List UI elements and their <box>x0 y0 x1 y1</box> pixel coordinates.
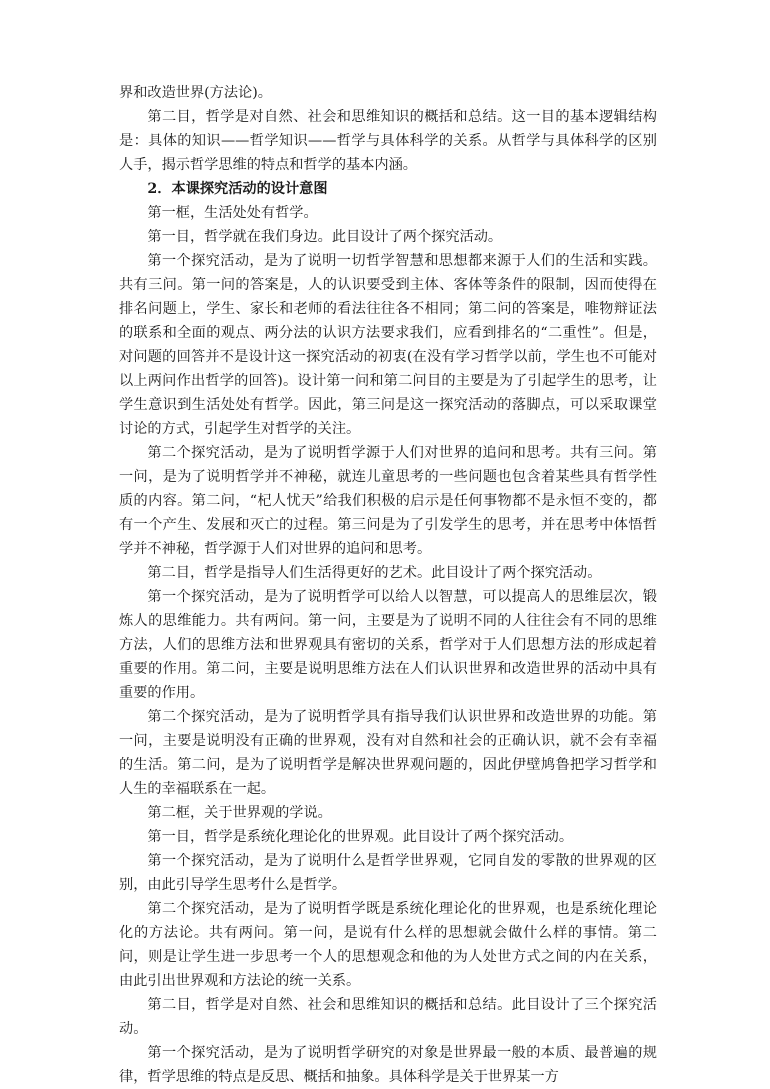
paragraph-15: 第二目，哲学是对自然、社会和思维知识的概括和总结。此目设计了三个探究活动。 <box>119 997 657 1037</box>
paragraph-4: 第一框，生活处处有哲学。 <box>147 205 318 221</box>
paragraph-10: 第二个探究活动，是为了说明哲学具有指导我们认识世界和改造世界的功能。第一问，主要是说明没有正确的世界观，没有对自然和社会的正确认识，就不会有幸福的生活。第二问，是为了说明哲学是解决世界观问题的，因此伊壁鸠鲁把学习哲学和人生的幸福联系在一起。 <box>119 709 657 797</box>
paragraph-8: 第二目，哲学是指导人们生活得更好的艺术。此目设计了两个探究活动。 <box>147 565 602 581</box>
paragraph-13: 第一个探究活动，是为了说明什么是哲学世界观，它同自发的零散的世界观的区别，由此引导学生思考什么是哲学。 <box>119 853 657 893</box>
document-body <box>119 81 657 1089</box>
paragraph-9: 第一个探究活动，是为了说明哲学可以给人以智慧，可以提高人的思维层次，锻炼人的思维能力。共有两问。第一问，主要是为了说明不同的人往往会有不同的思维方法，人们的思维方法和世界观具有密切的关系，哲学对于人们思想方法的形成起着重要的作用。第二问，主要是说明思维方法在人们认识世界和改造世界的活动中具有重要的作用。 <box>119 589 657 701</box>
paragraph-11: 第二框，关于世界观的学说。 <box>147 805 332 821</box>
paragraph-6: 第一个探究活动，是为了说明一切哲学智慧和思想都来源于人们的生活和实践。共有三问。第一问的答案是，人的认识要受到主体、客体等条件的限制，因而使得在排名问题上，学生、家长和老师的看法往往各不相同；第二问的答案是，唯物辩证法的联系和全面的观点、两分法的认识方法要求我们，应看到排名的“二重性”。但是，对问题的回答并不是设计这一探究活动的初衷(在没有学习哲学以前，学生也不可能对以上两问作出哲学的回答)。设计第一问和第二问目的主要是为了引起学生的思考，让学生意识到生活处处有哲学。因此，第三问是这一探究活动的落脚点，可以采取课堂讨论的方式，引起学生对哲学的关注。 <box>119 253 657 437</box>
paragraph-14: 第二个探究活动，是为了说明哲学既是系统化理论化的世界观，也是系统化理论化的方法论。共有两问。第一问，是说有什么样的思想就会做什么样的事情。第二问，则是让学生进一步思考一个人的思想观念和他的为人处世方式之间的内在关系，由此引出世界观和方法论的统一关系。 <box>119 901 657 989</box>
paragraph-2: 第二目，哲学是对自然、社会和思维知识的概括和总结。这一目的基本逻辑结构是：具体的知识——哲学知识——哲学与具体科学的关系。从哲学与具体科学的区别人手，揭示哲学思维的特点和哲学的基本内涵。 <box>119 109 657 173</box>
paragraph-5: 第一目，哲学就在我们身边。此目设计了两个探究活动。 <box>147 229 503 245</box>
section-heading: 2．本课探究活动的设计意图 <box>147 181 328 197</box>
paragraph-12: 第一目，哲学是系统化理论化的世界观。此目设计了两个探究活动。 <box>147 829 574 845</box>
paragraph-16: 第一个探究活动，是为了说明哲学研究的对象是世界最一般的本质、最普遍的规律，哲学思维的特点是反思、概括和抽象。具体科学是关于世界某一方 <box>119 1045 657 1085</box>
paragraph-7: 第二个探究活动，是为了说明哲学源于人们对世界的追问和思考。共有三问。第一问，是为了说明哲学并不神秘，就连儿童思考的一些问题也包含着某些具有哲学性质的内容。第二问，“杞人忧天”给我们积极的启示是任何事物都不是永恒不变的，都有一个产生、发展和灭亡的过程。第三问是为了引发学生的思考，并在思考中体悟哲学并不神秘，哲学源于人们对世界的追问和思考。 <box>119 445 657 557</box>
paragraph-1: 界和改造世界(方法论)。 <box>119 85 272 101</box>
